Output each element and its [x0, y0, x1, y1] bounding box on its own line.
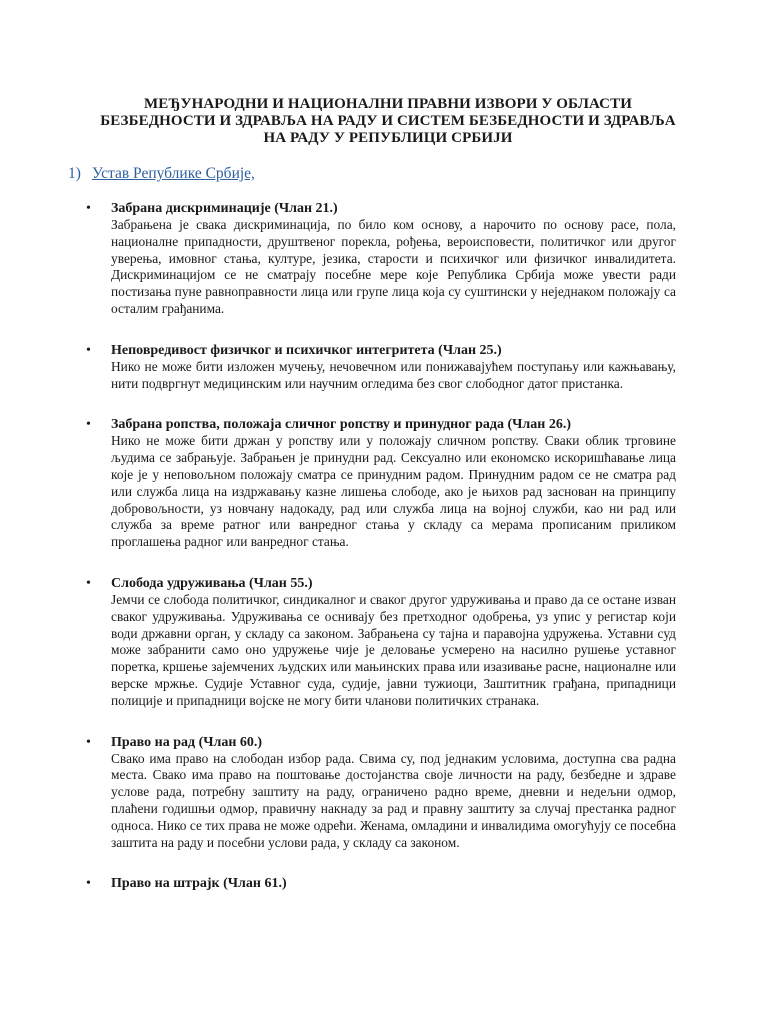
bullet-icon: •	[86, 342, 91, 358]
section-number: 1)	[68, 165, 81, 182]
article-body: Нико не може бити изложен мучењу, нечовечном или понижавајућем поступању или кажњавању, нити подвргнут медицинским или научним огледима без свог слободног датог пристанка.	[111, 358, 676, 391]
article-body: Забрањена је свака дискриминација, по било ком основу, а нарочито по основу расе, пола, националне припадности, друштвеног порекла, рођења, вероисповести, политичког или другог уверења, имовног стања, културе, језика, старости и психичког или физичког инвалидитета. Дискриминацијом се не сматрају посебне мере које Република Србија може увести ради постизања пуне равноправности лица или групе лица која су суштински у неједнаком положају са осталим грађанима.	[111, 217, 676, 316]
article-heading: Неповредивост физичког и психичког интегритета (Члан 25.)	[111, 342, 502, 358]
article-body: Нико не може бити држан у ропству или у положају сличном ропству. Сваки облик трговине људима се забрањује. Забрањен је принудни рад. Сексуално или економско искоришћавање лица које је у неповољном положају сматра се принудним радом. Принудним радом се не сматра рад или служба лица на издржавању казне лишења слободе, ако је њихов рад заснован на принципу добровољности, уз новчану надокаду, рад или служба лица на војној служби, као ни рад или служба за време ратног или ванредног стања у складу са мерама прописаним приликом проглашења радног или ванредног стања.	[111, 433, 676, 550]
article-list	[0, 200, 768, 916]
article-heading: Право на штрајк (Члан 61.)	[111, 876, 287, 892]
article-heading: Слобода удруживања (Члан 55.)	[111, 575, 313, 591]
bullet-icon: •	[86, 417, 91, 433]
article-heading: Право на рад (Члан 60.)	[111, 734, 263, 750]
list-item	[0, 875, 768, 892]
section-heading[interactable]	[68, 165, 255, 183]
bullet-icon: •	[86, 734, 91, 750]
article-body: Јемчи се слобода политичког, синдикалног и сваког другог удруживања и право да се остане изван сваког удруживања. Удруживања се оснивају без претходног одобрења, уз упис у регистар који води државни орган, у складу са законом. Забрањена су тајна и паравојна удружења. Уставни суд може забранити само оно удружење чије је деловање усмерено на насилно рушење уставног поретка, кршење зајемчених људских или мањинских права или изазивање расне, националне или верске мржње. Судије Уставног суда, судије, јавни тужиоци, Заштитник грађана, припадници полиције и припадници војске не могу бити чланови политичких странака.	[111, 591, 676, 708]
document-title: МЕЂУНАРОДНИ И НАЦИОНАЛНИ ПРАВНИ ИЗВОРИ У ОБЛАСТИ БЕЗБЕДНОСТИ И ЗДРАВЉА НА РАДУ И СИСТЕМ БЕЗБЕДНОСТИ И ЗДРАВЉА НА РАДУ У РЕПУБЛИЦИ СРБИЈИ	[100, 96, 676, 146]
list-item	[0, 416, 768, 551]
bullet-icon: •	[86, 876, 91, 892]
bullet-icon: •	[86, 575, 91, 591]
article-heading: Забрана дискриминације (Члан 21.)	[111, 201, 338, 216]
article-body: Свако има право на слободан избор рада. Свима су, под једнаким условима, доступна сва радна места. Свако има право на поштовање достојанства своје личности на раду, безбедне и здраве услове рада, потребну заштиту на раду, ограничено радно време, дневни и недељни одмор, плаћени годишњи одмор, правичну накнаду за рад и правну заштиту за случај престанка радног односа. Нико се тих права не може одрећи. Женама, омладини и инвалидима омогућују се посебна заштита на раду и посебни услови рада, у складу са законом.	[111, 750, 676, 850]
list-item	[0, 575, 768, 710]
list-item	[0, 734, 768, 852]
list-item	[0, 342, 768, 393]
list-item	[0, 200, 768, 318]
bullet-icon: •	[86, 201, 91, 216]
section-link[interactable]: Устав Републике Србије,	[92, 165, 255, 182]
article-heading: Забрана ропства, положаја сличног ропству и принудног рада (Члан 26.)	[111, 417, 571, 433]
